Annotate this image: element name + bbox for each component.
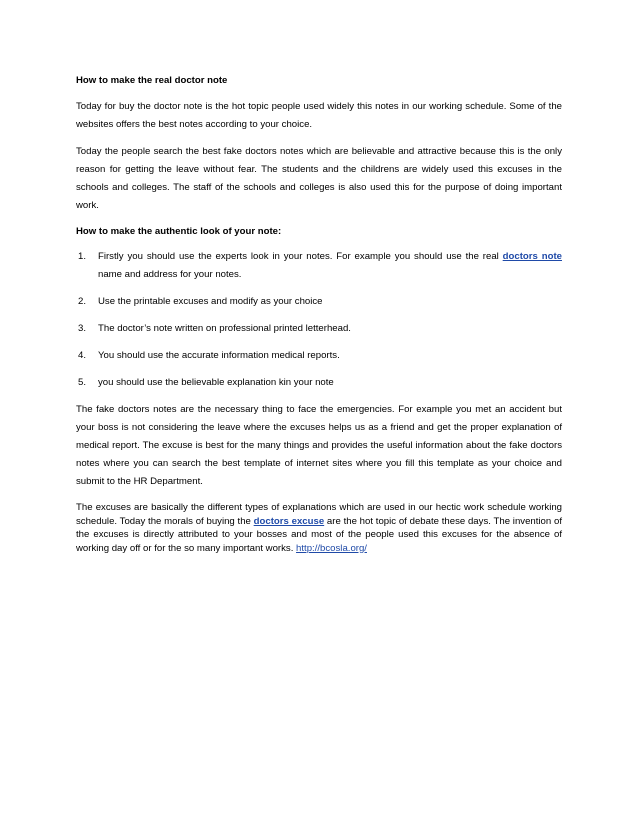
list-text: you should use the believable explanation kin your note [98, 377, 334, 388]
list-number: 5. [78, 377, 87, 388]
heading-real-doctor-note: How to make the real doctor note [76, 75, 228, 86]
tips-list [76, 248, 562, 392]
list-number: 4. [78, 350, 87, 361]
list-text: Firstly you should use the experts look in your notes. For example you should use the real [98, 251, 503, 262]
list-number: 2. [78, 296, 87, 307]
list-text: name and address for your notes. [98, 269, 242, 280]
list-text: Use the printable excuses and modify as your choice [98, 296, 323, 307]
paragraph-excuses [76, 501, 562, 555]
doctors-note-link[interactable]: doctors note [502, 251, 562, 262]
list-item [74, 248, 562, 284]
list-item [74, 320, 562, 338]
heading-authentic-look: How to make the authentic look of your note: [76, 226, 282, 237]
list-text: You should use the accurate information medical reports. [98, 350, 340, 361]
bcosla-url-link[interactable]: http://bcosla.org/ [296, 542, 367, 554]
list-text: The doctor’s note written on professional printed letterhead. [98, 323, 351, 334]
list-number: 3. [78, 323, 87, 334]
list-number: 1. [78, 251, 87, 262]
doctors-excuse-link[interactable]: doctors excuse [253, 515, 325, 527]
paragraph-emergencies: The fake doctors notes are the necessary thing to face the emergencies. For example you met an accident but your boss is not considering the leave where the excuses helps us as a friend and get the proper explanation of medical report. The excuse is best for the many things and provides the useful information about the fake doctors notes where you can search the best template of internet sites where you fill this template as your choice and submit to the HR Department. [76, 404, 562, 487]
list-item [74, 347, 562, 365]
paragraph-intro: Today for buy the doctor note is the hot topic people used widely this notes in our working schedule. Some of the websites offers the best notes according to your choice. [76, 101, 562, 130]
document-body [76, 73, 562, 563]
paragraph-fake-notes: Today the people search the best fake doctors notes which are believable and attractive because this is the only reason for getting the leave without fear. The students and the childrens are widely used this excuses in the schools and colleges. The staff of the schools and colleges is also used this for the purpose of doing important work. [76, 146, 562, 211]
list-item [74, 374, 562, 392]
paragraph-text: are the hot topic of debate these days. The invention of the excuses is directly attributed to your bosses and most of the people used this excuses for the absence of working day off or for the so many important works. [76, 515, 562, 554]
paragraph-text: The excuses are basically the different types of explanations which are used in our hectic work schedule working schedule. Today the morals of buying the [76, 502, 562, 527]
list-item [74, 293, 562, 311]
